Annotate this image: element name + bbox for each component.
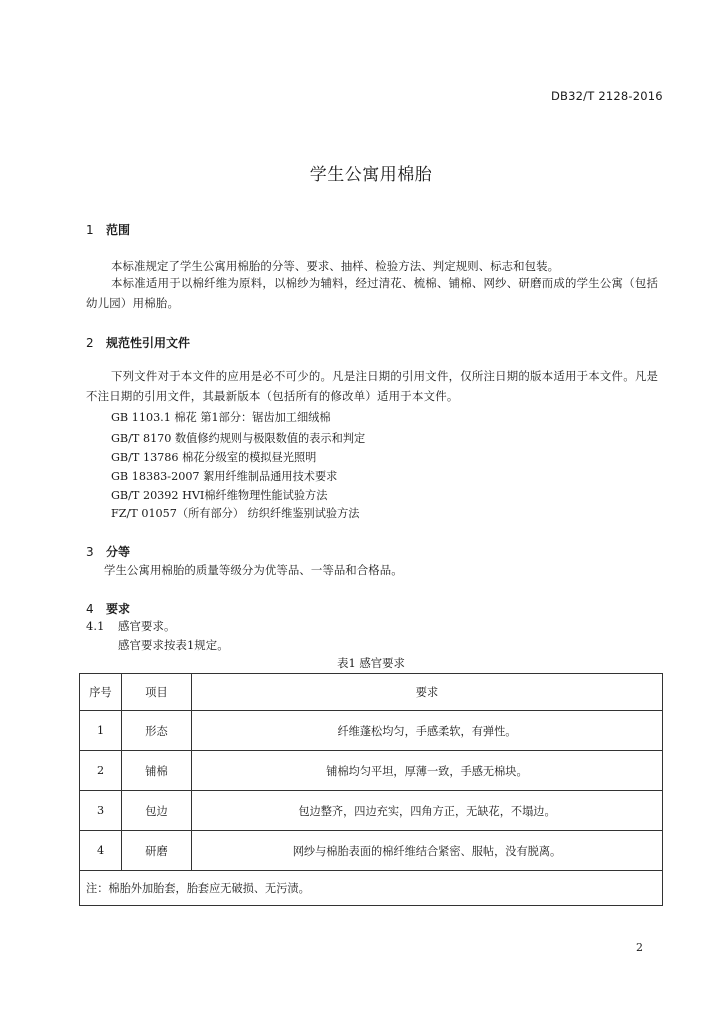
table-header-row — [80, 674, 663, 711]
section-title: 分等 — [106, 545, 131, 559]
document-title: 学生公寓用棉胎 — [309, 165, 433, 185]
reference-item: GB/T 20392 HVI棉纤维物理性能试验方法 — [111, 489, 328, 502]
subsection-4-1-body: 感官要求按表1规定。 — [118, 638, 229, 652]
section-3-heading — [86, 543, 130, 560]
subsection-title: 感官要求。 — [118, 619, 176, 633]
table-row — [80, 831, 663, 871]
section-2-heading — [86, 334, 190, 351]
table-caption: 表1 感官要求 — [337, 656, 405, 670]
reference-item: GB 1103.1 棉花 第1部分：锯齿加工细绒棉 — [111, 411, 331, 424]
section-number: 2 — [86, 336, 94, 350]
cell-number: 1 — [80, 711, 122, 751]
section-1-heading — [86, 221, 130, 238]
cell-item: 包边 — [122, 791, 192, 831]
section-title: 规范性引用文件 — [106, 336, 191, 350]
section-4-heading — [86, 600, 130, 617]
section-number: 1 — [86, 223, 94, 237]
cell-requirement: 纤维蓬松均匀，手感柔软，有弹性。 — [192, 711, 663, 751]
section-title: 要求 — [106, 602, 131, 616]
cell-item: 铺棉 — [122, 751, 192, 791]
reference-item: FZ/T 01057（所有部分） 纺织纤维鉴别试验方法 — [111, 507, 360, 520]
reference-item: GB 18383-2007 絮用纤维制品通用技术要求 — [111, 470, 338, 483]
column-header-requirement: 要求 — [192, 674, 663, 711]
standard-code: DB32/T 2128-2016 — [551, 89, 663, 103]
table-note-row — [80, 871, 663, 906]
column-header-item: 项目 — [122, 674, 192, 711]
sensory-requirements-table — [79, 673, 663, 906]
section-number: 3 — [86, 545, 94, 559]
cell-requirement: 包边整齐，四边充实，四角方正，无缺花，不塌边。 — [192, 791, 663, 831]
references-intro-paragraph: 下列文件对于本文件的应用是必不可少的。凡是注日期的引用文件，仅所注日期的版本适用于本文件。凡是不注日期的引用文件，其最新版本（包括所有的修改单）适用于本文件。 — [86, 369, 659, 403]
page-number: 2 — [636, 941, 643, 954]
column-header-number: 序号 — [80, 674, 122, 711]
subsection-4-1 — [86, 618, 175, 634]
cell-item: 研磨 — [122, 831, 192, 871]
cell-number: 3 — [80, 791, 122, 831]
section-title: 范围 — [106, 223, 131, 237]
table-note: 注：棉胎外加胎套，胎套应无破损、无污渍。 — [80, 871, 663, 906]
reference-item: GB/T 8170 数值修约规则与极限数值的表示和判定 — [111, 432, 366, 445]
cell-requirement: 铺棉均匀平坦，厚薄一致，手感无棉块。 — [192, 751, 663, 791]
table-row — [80, 751, 663, 791]
cell-number: 4 — [80, 831, 122, 871]
subsection-number: 4.1 — [86, 619, 105, 633]
scope-paragraph-1: 本标准规定了学生公寓用棉胎的分等、要求、抽样、检验方法、判定规则、标志和包装。 — [111, 259, 560, 273]
reference-item: GB/T 13786 棉花分级室的模拟昼光照明 — [111, 451, 317, 464]
section-number: 4 — [86, 602, 94, 616]
scope-paragraph-2: 本标准适用于以棉纤维为原料，以棉纱为辅料，经过清花、梳棉、铺棉、网纱、研磨而成的学生公寓（包括幼儿园）用棉胎。 — [86, 276, 659, 310]
cell-number: 2 — [80, 751, 122, 791]
cell-requirement: 网纱与棉胎表面的棉纤维结合紧密、服帖，没有脱离。 — [192, 831, 663, 871]
table-row — [80, 791, 663, 831]
grading-paragraph: 学生公寓用棉胎的质量等级分为优等品、一等品和合格品。 — [104, 563, 403, 577]
cell-item: 形态 — [122, 711, 192, 751]
table-row — [80, 711, 663, 751]
